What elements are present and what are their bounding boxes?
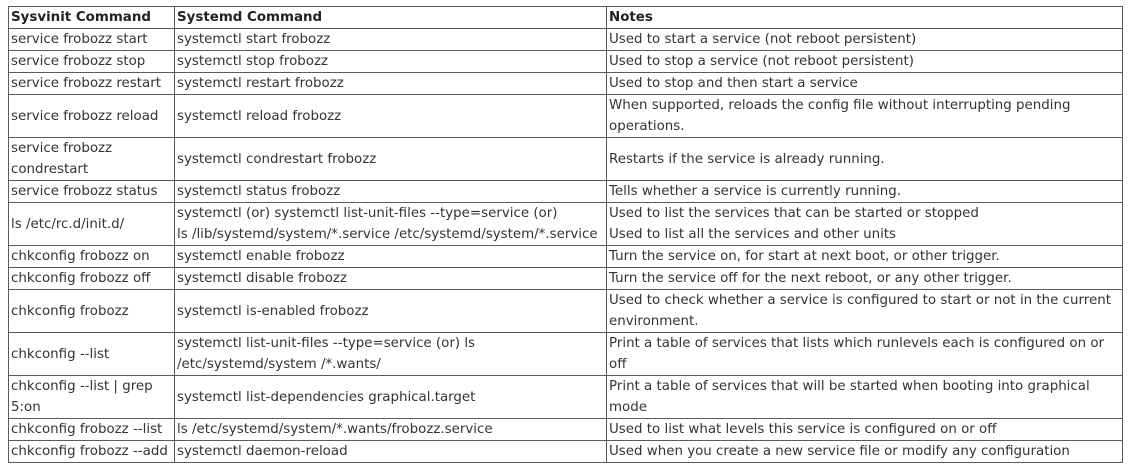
table-row <box>9 419 1123 441</box>
systemd-line: systemctl (or) systemctl list-unit-files --type=service (or) <box>177 206 558 221</box>
table-row <box>9 181 1123 203</box>
sysvinit-cell: service frobozz status <box>9 181 175 203</box>
notes-cell: Used when you create a new service file or modify any configuration <box>607 441 1123 463</box>
notes-cell: Used to stop and then start a service <box>607 73 1123 95</box>
table-row <box>9 203 1123 246</box>
systemd-cell: systemctl reload frobozz <box>175 95 607 138</box>
sysvinit-cell: chkconfig frobozz <box>9 290 175 333</box>
systemd-cell: systemctl restart frobozz <box>175 73 607 95</box>
systemd-cell: systemctl status frobozz <box>175 181 607 203</box>
systemd-cell: systemctl disable frobozz <box>175 268 607 290</box>
table-row <box>9 246 1123 268</box>
sysvinit-cell: service frobozz start <box>9 29 175 51</box>
notes-cell: Used to stop a service (not reboot persistent) <box>607 51 1123 73</box>
notes-cell: Used to check whether a service is configured to start or not in the current environment. <box>607 290 1123 333</box>
systemd-cell: systemctl condrestart frobozz <box>175 138 607 181</box>
sysvinit-cell: chkconfig frobozz off <box>9 268 175 290</box>
systemd-cell: systemctl stop frobozz <box>175 51 607 73</box>
notes-cell: Turn the service off for the next reboot, or any other trigger. <box>607 268 1123 290</box>
sysvinit-cell: service frobozz restart <box>9 73 175 95</box>
sysvinit-cell: service frobozz condrestart <box>9 138 175 181</box>
systemd-cell: systemctl start frobozz <box>175 29 607 51</box>
sysvinit-cell: chkconfig frobozz --list <box>9 419 175 441</box>
notes-cell: Print a table of services that lists which runlevels each is configured on or off <box>607 333 1123 376</box>
notes-cell: Print a table of services that will be started when booting into graphical mode <box>607 376 1123 419</box>
table-header-row <box>9 7 1123 29</box>
header-sysvinit: Sysvinit Command <box>9 7 175 29</box>
systemd-line: ls /lib/systemd/system/*.service /etc/systemd/system/*.service <box>177 227 598 242</box>
sysvinit-cell: ls /etc/rc.d/init.d/ <box>9 203 175 246</box>
table-row <box>9 95 1123 138</box>
systemd-cell: systemctl enable frobozz <box>175 246 607 268</box>
notes-cell: Used to list what levels this service is configured on or off <box>607 419 1123 441</box>
sysvinit-cell: chkconfig --list <box>9 333 175 376</box>
notes-cell <box>607 203 1123 246</box>
notes-cell: Tells whether a service is currently running. <box>607 181 1123 203</box>
sysvinit-cell: chkconfig --list | grep 5:on <box>9 376 175 419</box>
notes-cell: Used to start a service (not reboot persistent) <box>607 29 1123 51</box>
sysvinit-cell: chkconfig frobozz on <box>9 246 175 268</box>
table-row <box>9 441 1123 463</box>
sysvinit-cell: service frobozz reload <box>9 95 175 138</box>
systemd-cell: ls /etc/systemd/system/*.wants/frobozz.service <box>175 419 607 441</box>
table-row <box>9 333 1123 376</box>
notes-cell: Restarts if the service is already running. <box>607 138 1123 181</box>
table-row <box>9 29 1123 51</box>
header-notes: Notes <box>607 7 1123 29</box>
notes-line: Used to list all the services and other units <box>609 227 897 242</box>
header-systemd: Systemd Command <box>175 7 607 29</box>
table-row <box>9 138 1123 181</box>
notes-line: Used to list the services that can be started or stopped <box>609 206 979 221</box>
sysvinit-cell: service frobozz stop <box>9 51 175 73</box>
table-row <box>9 51 1123 73</box>
table-row <box>9 268 1123 290</box>
systemd-cell <box>175 203 607 246</box>
table-row <box>9 376 1123 419</box>
notes-cell: When supported, reloads the config file without interrupting pending operations. <box>607 95 1123 138</box>
table-row <box>9 73 1123 95</box>
systemd-cell: systemctl is-enabled frobozz <box>175 290 607 333</box>
notes-cell: Turn the service on, for start at next boot, or other trigger. <box>607 246 1123 268</box>
systemd-cell: systemctl list-unit-files --type=service (or) ls /etc/systemd/system /*.wants/ <box>175 333 607 376</box>
command-comparison-table <box>8 6 1123 463</box>
sysvinit-cell: chkconfig frobozz --add <box>9 441 175 463</box>
systemd-cell: systemctl daemon-reload <box>175 441 607 463</box>
systemd-cell: systemctl list-dependencies graphical.target <box>175 376 607 419</box>
table-row <box>9 290 1123 333</box>
